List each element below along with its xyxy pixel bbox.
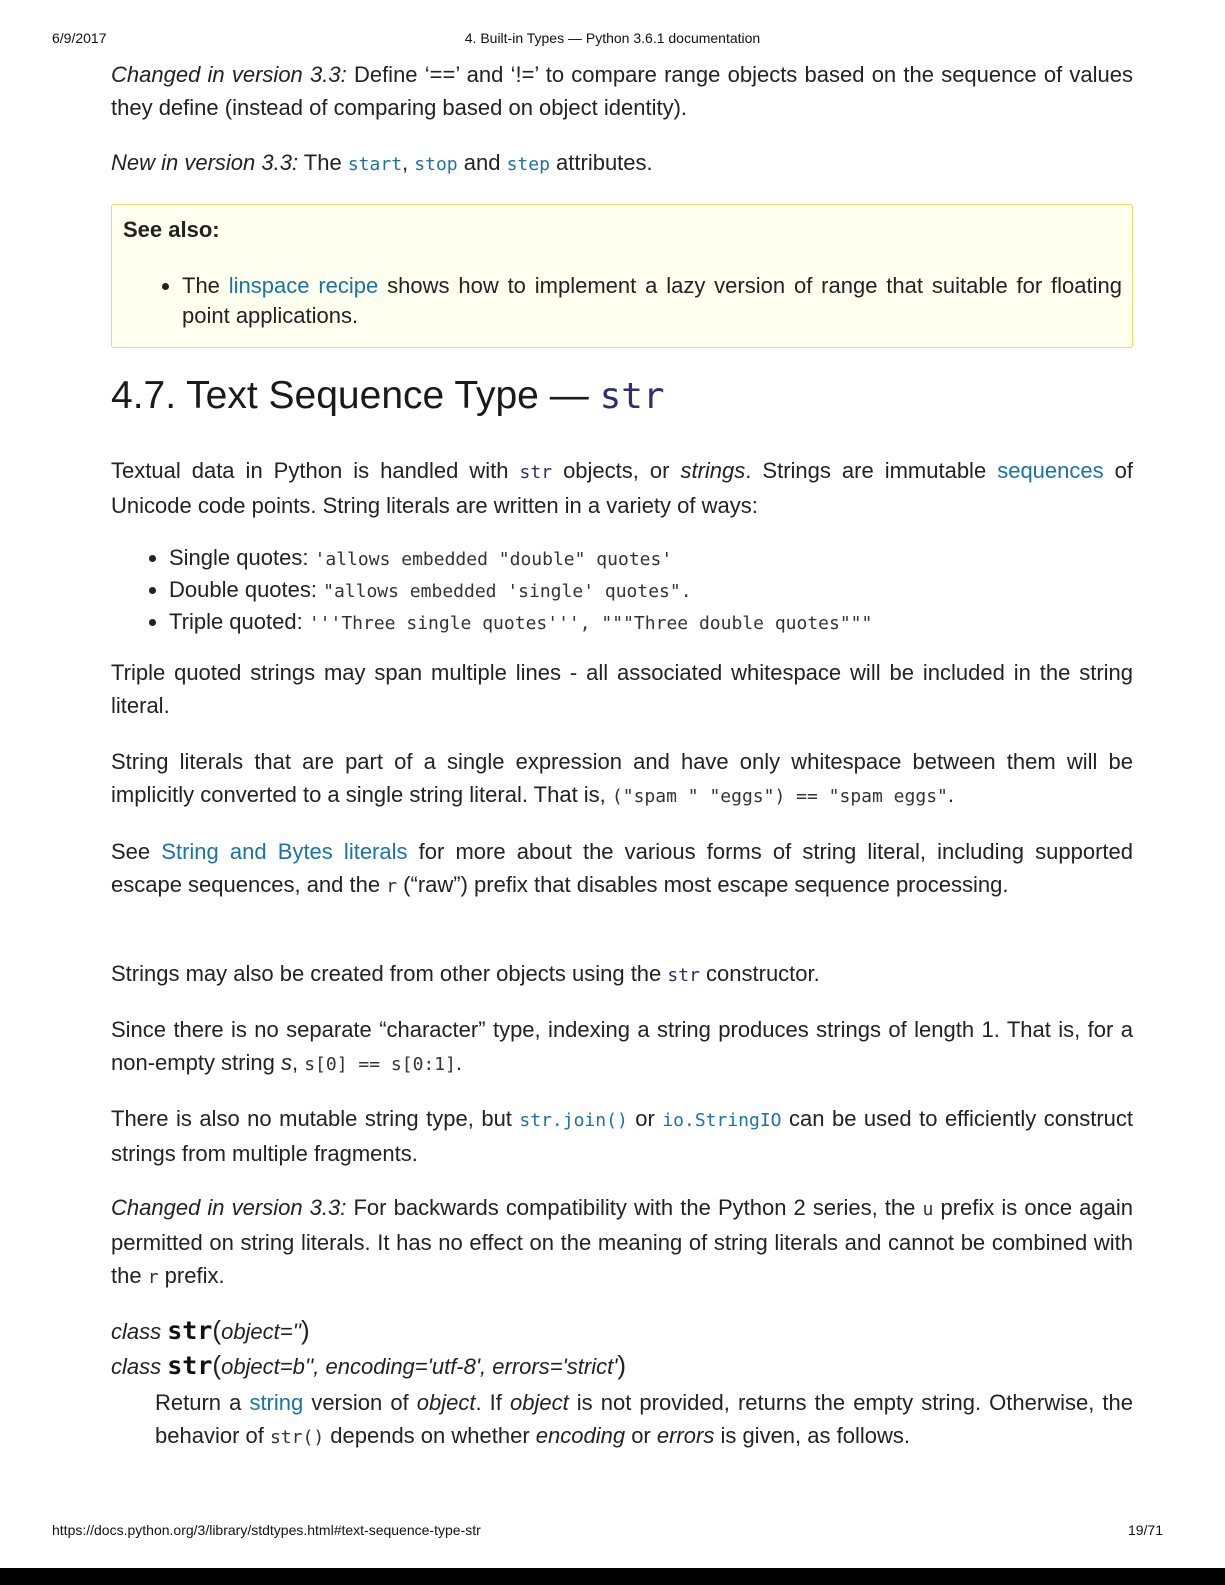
period: . (455, 1050, 463, 1075)
list-item (169, 575, 1133, 607)
desc-text: is not provided, returns the empty string. Otherwise, the behavior of (155, 1390, 1133, 1448)
list-item (169, 543, 1133, 575)
quote-code: '''Three single quotes''', """Three double quotes""" (308, 613, 873, 634)
section-title-code: str (599, 376, 665, 417)
start-attr-link[interactable]: start (347, 154, 403, 175)
paren-open: ( (212, 1315, 222, 1345)
linspace-recipe-link[interactable]: linspace recipe (228, 273, 379, 298)
signature-str-object (111, 1315, 310, 1346)
new-text: The (298, 150, 348, 175)
new-label: New in version 3.3: (111, 150, 299, 175)
signature-args: object=b'', encoding='utf-8', errors='strict' (221, 1354, 618, 1379)
index-code: s[0] == s[0:1] (304, 1054, 456, 1075)
intro-text: of Unicode code points. String literals are written in a variety of ways: (111, 458, 1133, 518)
separator: , (402, 150, 415, 175)
changed-text: For backwards compatibility with the Python 2 series, the (346, 1195, 923, 1220)
new-note-attributes (111, 146, 1133, 181)
section-title-text: 4.7. Text Sequence Type — (111, 374, 600, 417)
paren-close: ) (301, 1315, 310, 1345)
quote-label: Single quotes: (169, 545, 315, 570)
intro-text: objects, or (552, 458, 681, 483)
see-also-title: See also: (123, 217, 220, 242)
str-name: str (167, 1351, 213, 1380)
constructor-text: constructor. (699, 961, 820, 986)
intro-text: . Strings are immutable (745, 458, 998, 483)
char-text: Since there is no separate “character” type, indexing a string produces strings of length 1. That is, for a non-empty string (111, 1017, 1133, 1075)
step-attr-link[interactable]: step (506, 154, 550, 175)
str-name: str (167, 1316, 213, 1345)
see-also-item (182, 271, 1122, 331)
print-footer-url: https://docs.python.org/3/library/stdtypes.html#text-sequence-type-str (52, 1522, 481, 1538)
see-text: for more about the various forms of string literal, including supported escape sequences, and the (111, 839, 1134, 897)
period: . (947, 782, 954, 807)
constructor-paragraph (111, 957, 1133, 992)
object-emphasis: object (509, 1390, 569, 1415)
changed-note-u-prefix (111, 1191, 1133, 1294)
section-heading (111, 374, 665, 418)
desc-text: . If (475, 1390, 510, 1415)
errors-emphasis: errors (656, 1423, 715, 1448)
paren-close: ) (617, 1350, 627, 1380)
concat-paragraph (111, 745, 1133, 813)
io-stringio-link[interactable]: io.StringIO (662, 1110, 782, 1131)
string-link[interactable]: string (249, 1390, 304, 1415)
intro-text: Textual data in Python is handled with (111, 458, 520, 483)
char-text: , (291, 1050, 305, 1075)
mutable-paragraph (111, 1102, 1133, 1170)
signature-args: object='' (221, 1319, 302, 1344)
see-text: See (111, 839, 162, 864)
desc-text: Return a (155, 1390, 250, 1415)
raw-prefix-code: r (386, 876, 398, 897)
u-prefix-code: u (922, 1199, 934, 1220)
concat-code: ("spam " "eggs") == "spam eggs" (611, 786, 948, 807)
str-code: str (667, 965, 700, 986)
quote-code: "allows embedded 'single' quotes". (323, 581, 692, 602)
strings-emphasis: strings (680, 458, 746, 483)
changed-label: Changed in version 3.3: (111, 62, 347, 87)
changed-text: prefix is once again permitted on string literals. It has no effect on the meaning of string literals and cannot be combined with the (111, 1195, 1134, 1288)
sequences-link[interactable]: sequences (997, 458, 1104, 483)
quote-label: Triple quoted: (169, 609, 309, 634)
mutable-text: There is also no mutable string type, but (111, 1106, 520, 1131)
scan-edge (0, 1568, 1225, 1585)
constructor-text: Strings may also be created from other objects using the (111, 961, 668, 986)
desc-text: is given, as follows. (714, 1423, 910, 1448)
list-item (169, 607, 1133, 639)
print-date: 6/9/2017 (52, 30, 107, 46)
paren-open: ( (212, 1350, 222, 1380)
desc-text: version of (303, 1390, 417, 1415)
mutable-text: can be used to efficiently construct strings from multiple fragments. (111, 1106, 1133, 1166)
intro-paragraph (111, 454, 1133, 522)
changed-note-range (111, 58, 1133, 124)
see-also-pre: The (182, 273, 229, 298)
desc-text: depends on whether (324, 1423, 536, 1448)
quote-label: Double quotes: (169, 577, 324, 602)
print-header-title: 4. Built-in Types — Python 3.6.1 documentation (464, 30, 761, 46)
see-also-box (111, 204, 1133, 348)
quote-code: 'allows embedded "double" quotes' (314, 549, 673, 570)
changed-text: Define ‘==’ and ‘!=’ to compare range objects based on the sequence of values they define (instead of comparing based on object identity). (111, 62, 1133, 120)
quotes-list (111, 543, 1133, 639)
str-join-link[interactable]: str.join() (519, 1110, 628, 1131)
class-keyword: class (111, 1319, 168, 1344)
see-text: (“raw”) prefix that disables most escape sequence processing. (397, 872, 1009, 897)
concat-text: String literals that are part of a single expression and have only whitespace between them will be implicitly converted to a single string literal. That is, (111, 749, 1133, 807)
class-keyword: class (111, 1354, 168, 1379)
new-text-end: attributes. (549, 150, 653, 175)
stop-attr-link[interactable]: stop (414, 154, 458, 175)
r-prefix-code: r (147, 1267, 159, 1288)
signature-str-bytes (111, 1350, 626, 1381)
str-call-code: str() (269, 1427, 325, 1448)
str-code: str (519, 462, 553, 483)
triple-quoted-paragraph: Triple quoted strings may span multiple lines - all associated whitespace will be included in the string literal. (111, 660, 1133, 718)
changed-label: Changed in version 3.3: (111, 1195, 347, 1220)
string-bytes-literals-link[interactable]: String and Bytes literals (161, 839, 408, 864)
object-emphasis: object (416, 1390, 476, 1415)
changed-text: prefix. (158, 1263, 225, 1288)
page-number: 19/71 (1127, 1522, 1163, 1538)
encoding-emphasis: encoding (535, 1423, 626, 1448)
s-emphasis: s (280, 1050, 292, 1075)
separator: and (457, 150, 507, 175)
str-description (155, 1386, 1133, 1454)
quotes-list-wrap (111, 543, 1133, 639)
character-paragraph (111, 1013, 1133, 1081)
desc-text: or (625, 1423, 657, 1448)
see-literals-paragraph (111, 835, 1133, 903)
see-also-list (182, 271, 1122, 331)
see-also-post: shows how to implement a lazy version of range that suitable for floating point applications. (182, 273, 1123, 328)
mutable-text: or (627, 1106, 663, 1131)
